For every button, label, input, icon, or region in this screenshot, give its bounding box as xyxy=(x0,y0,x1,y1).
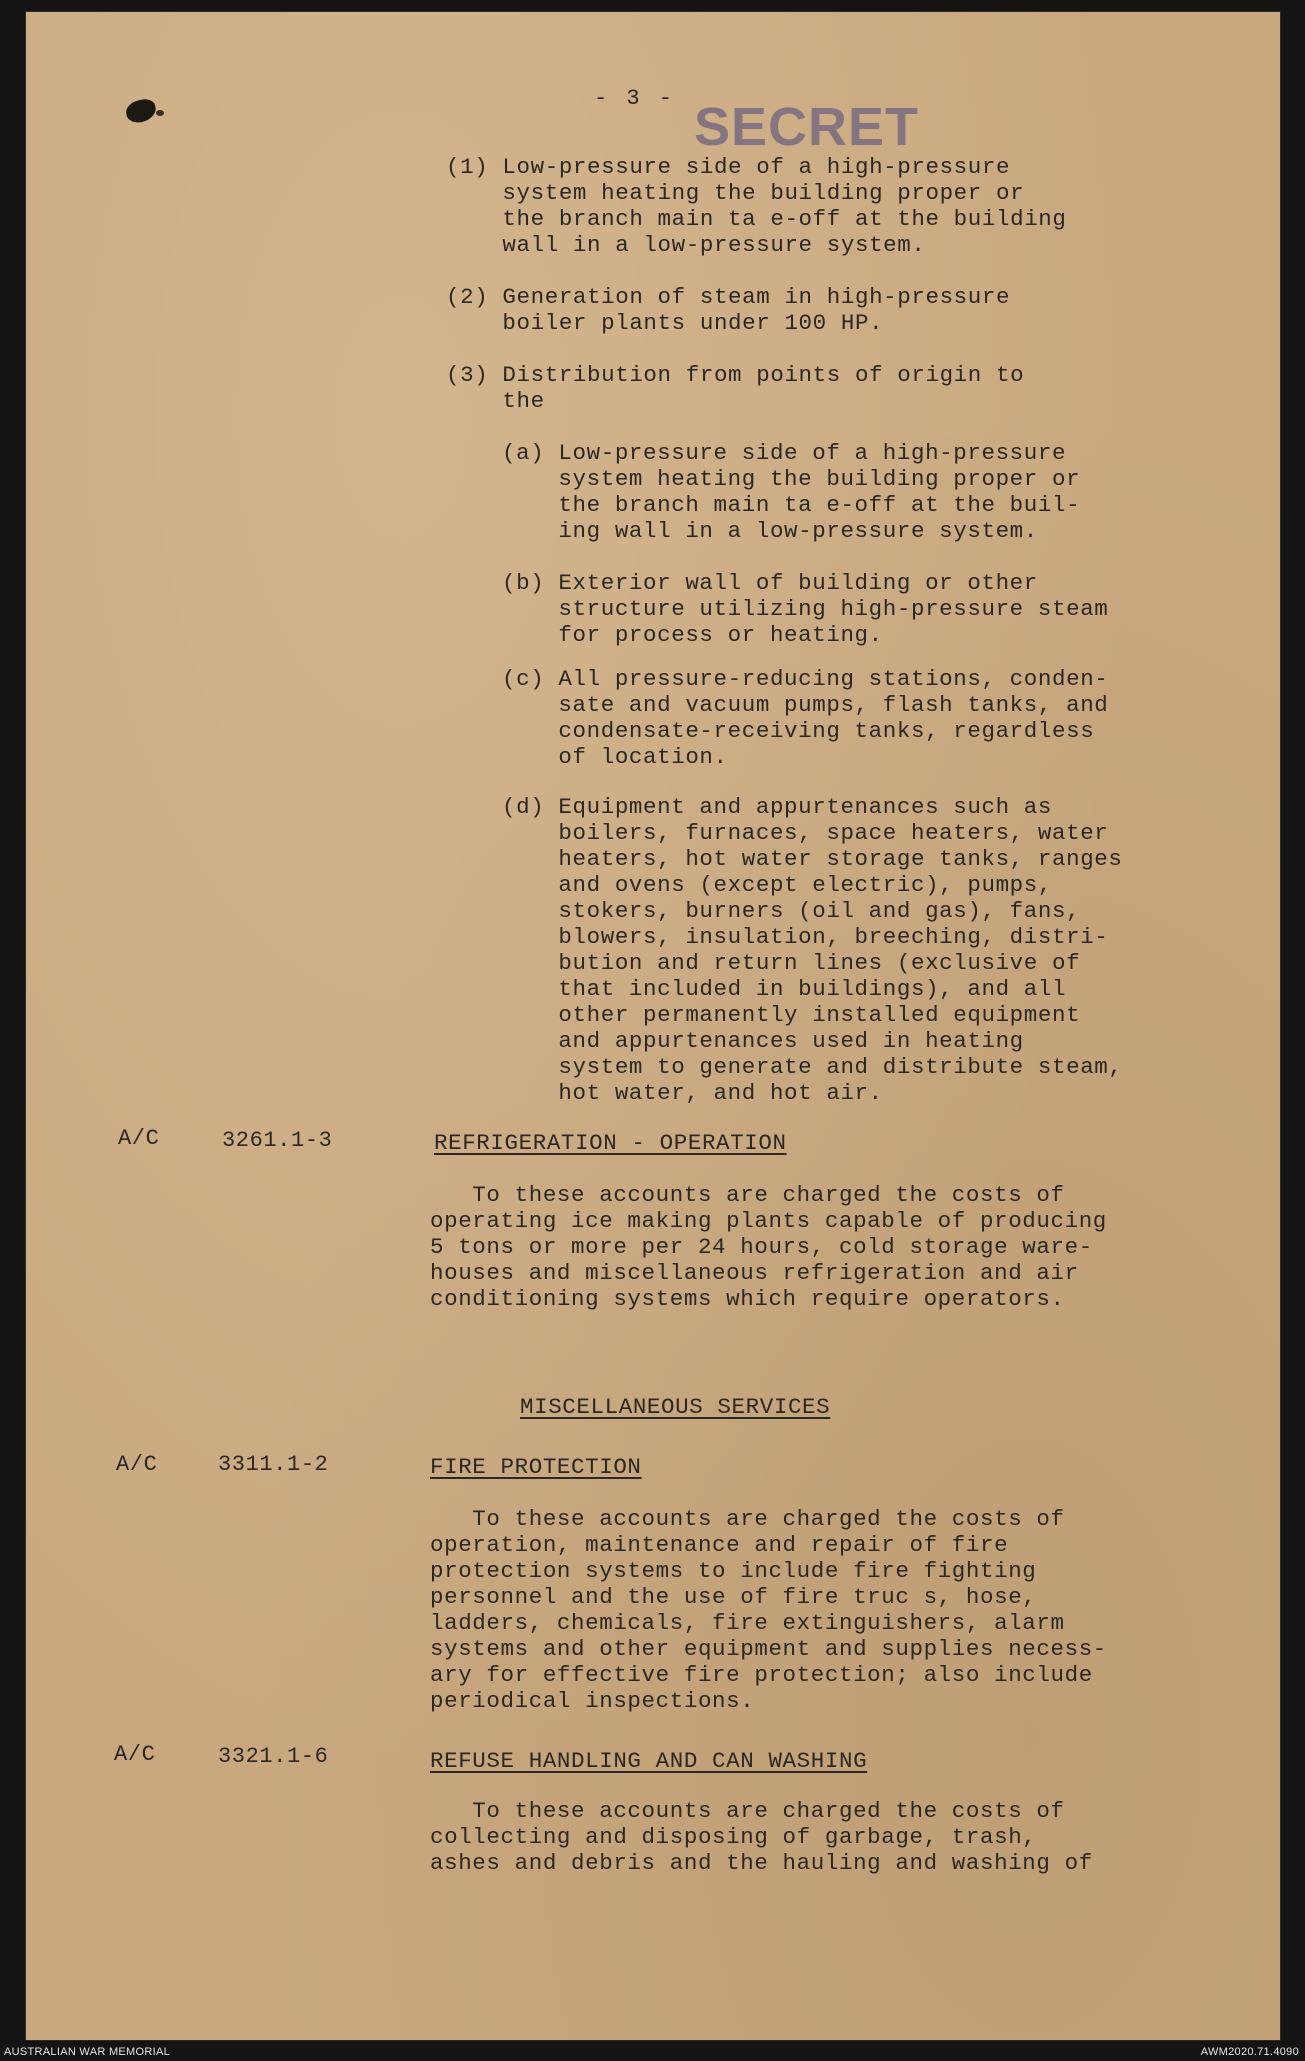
document-page xyxy=(26,12,1280,2040)
sub-b-line: structure utilizing high-pressure steam xyxy=(502,596,1109,622)
item-1-line: (1) Low-pressure side of a high-pressure xyxy=(446,154,1011,180)
refuse-text-line: To these accounts are charged the costs of xyxy=(430,1798,1065,1824)
page-number: - 3 - xyxy=(594,86,676,111)
item-2-line: (2) Generation of steam in high-pressure xyxy=(446,284,1011,310)
fire-text-line: personnel and the use of fire truc s, hose, xyxy=(430,1584,1037,1610)
account-prefix: A/C xyxy=(114,1742,156,1767)
fire-text-line: ladders, chemicals, fire extinguishers, alarm xyxy=(430,1610,1065,1636)
sub-c-line: of location. xyxy=(502,744,728,770)
section-title-refrigeration: REFRIGERATION - OPERATION xyxy=(434,1130,787,1156)
sub-d-line: other permanently installed equipment xyxy=(502,1002,1081,1028)
fire-text-line: operation, maintenance and repair of fire xyxy=(430,1532,1009,1558)
item-3-line: the xyxy=(446,388,545,414)
refuse-text-line: collecting and disposing of garbage, trash, xyxy=(430,1824,1037,1850)
sub-d-line: and ovens (except electric), pumps, xyxy=(502,872,1052,898)
fire-text-line: protection systems to include fire fighting xyxy=(430,1558,1037,1584)
footer-catalog-id: AWM2020.71.4090 xyxy=(1200,2046,1299,2058)
refrigeration-text-line: conditioning systems which require operators. xyxy=(430,1286,1065,1312)
item-3-line: (3) Distribution from points of origin to xyxy=(446,362,1025,388)
refuse-text-line: ashes and debris and the hauling and washing of xyxy=(430,1850,1093,1876)
item-1-line: the branch main ta e-off at the building xyxy=(446,206,1067,232)
sub-b-line: for process or heating. xyxy=(502,622,883,648)
sub-c-line: condensate-receiving tanks, regardless xyxy=(502,718,1095,744)
punch-hole-fragment xyxy=(156,110,164,116)
sub-c-line: sate and vacuum pumps, flash tanks, and xyxy=(502,692,1109,718)
account-code: 3321.1-6 xyxy=(218,1744,329,1769)
sub-d-line: (d) Equipment and appurtenances such as xyxy=(502,794,1052,820)
account-prefix: A/C xyxy=(118,1126,160,1151)
item-2-line: boiler plants under 100 HP. xyxy=(446,310,884,336)
sub-b-line: (b) Exterior wall of building or other xyxy=(502,570,1038,596)
sub-d-line: that included in buildings), and all xyxy=(502,976,1067,1002)
section-title-refuse-handling: REFUSE HANDLING AND CAN WASHING xyxy=(430,1748,868,1774)
misc-services-heading: MISCELLANEOUS SERVICES xyxy=(520,1394,831,1420)
sub-a-line: (a) Low-pressure side of a high-pressure xyxy=(502,440,1067,466)
refrigeration-text-line: houses and miscellaneous refrigeration and air xyxy=(430,1260,1079,1286)
sub-a-line: ing wall in a low-pressure system. xyxy=(502,518,1038,544)
sub-d-line: boilers, furnaces, space heaters, water xyxy=(502,820,1109,846)
sub-d-line: system to generate and distribute steam, xyxy=(502,1054,1123,1080)
fire-text-line: periodical inspections. xyxy=(430,1688,755,1714)
sub-d-line: and appurtenances used in heating xyxy=(502,1028,1024,1054)
footer-source-label: AUSTRALIAN WAR MEMORIAL xyxy=(4,2046,171,2058)
account-code: 3261.1-3 xyxy=(222,1128,333,1153)
fire-text-line: systems and other equipment and supplies necess- xyxy=(430,1636,1107,1662)
refrigeration-text-line: To these accounts are charged the costs of xyxy=(430,1182,1065,1208)
account-prefix: A/C xyxy=(116,1452,158,1477)
fire-text-line: ary for effective fire protection; also include xyxy=(430,1662,1093,1688)
sub-a-line: system heating the building proper or xyxy=(502,466,1081,492)
refrigeration-text-line: operating ice making plants capable of producing xyxy=(430,1208,1107,1234)
fire-text-line: To these accounts are charged the costs of xyxy=(430,1506,1065,1532)
sub-d-line: hot water, and hot air. xyxy=(502,1080,883,1106)
item-1-line: system heating the building proper or xyxy=(446,180,1025,206)
sub-a-line: the branch main ta e-off at the buil- xyxy=(502,492,1081,518)
sub-d-line: heaters, hot water storage tanks, ranges xyxy=(502,846,1123,872)
account-code: 3311.1-2 xyxy=(218,1452,329,1477)
refrigeration-text-line: 5 tons or more per 24 hours, cold storage ware- xyxy=(430,1234,1093,1260)
sub-d-line: blowers, insulation, breeching, distri- xyxy=(502,924,1109,950)
secret-stamp: SECRET xyxy=(694,97,920,157)
sub-d-line: stokers, burners (oil and gas), fans, xyxy=(502,898,1081,924)
section-title-fire-protection: FIRE PROTECTION xyxy=(430,1454,642,1480)
sub-c-line: (c) All pressure-reducing stations, conden- xyxy=(502,666,1109,692)
sub-d-line: bution and return lines (exclusive of xyxy=(502,950,1081,976)
punch-hole xyxy=(124,97,158,125)
item-1-line: wall in a low-pressure system. xyxy=(446,232,926,258)
